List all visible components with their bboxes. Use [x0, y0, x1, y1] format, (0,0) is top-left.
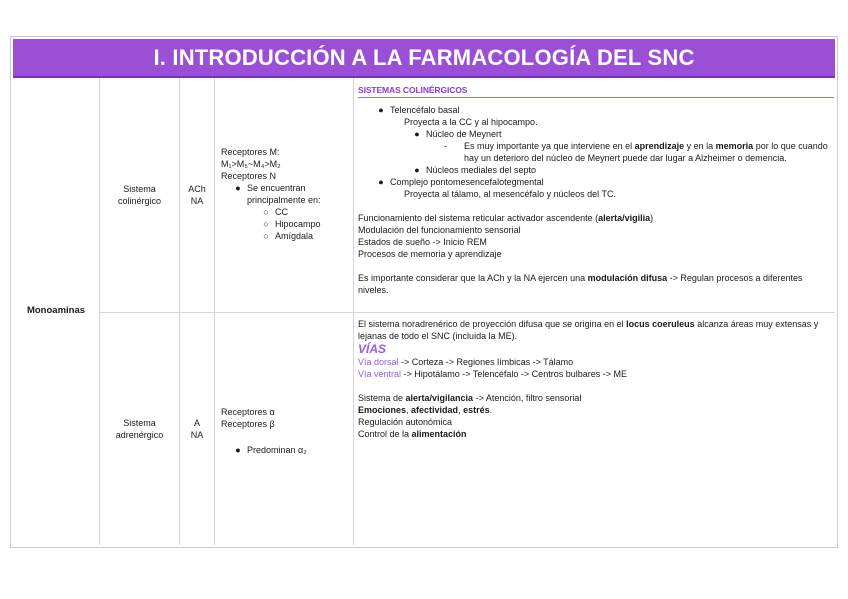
list-item: Núcleos mediales del septo: [426, 165, 537, 175]
system-name-line: Sistema: [123, 184, 156, 194]
pathway-label: Vía ventral: [358, 369, 402, 379]
circle-bullet-icon: ○: [263, 231, 269, 241]
pathway-line: Vía dorsal -> Corteza -> Regiones límbicas -> Tálamo: [358, 357, 574, 367]
function-line: Estados de sueño -> Inicio REM: [358, 237, 487, 247]
neurotransmitter: NA: [190, 196, 204, 206]
group-label: Monoaminas: [26, 305, 86, 316]
circle-bullet-icon: ●: [414, 165, 420, 175]
receptor-line: M₁>M₅~M₄>M₂: [221, 159, 281, 169]
function-line: Regulación autonómica: [358, 417, 453, 427]
receptors-cell: [221, 406, 351, 456]
note-paragraph: Es importante considerar que la ACh y la NA ejercen una modulación difusa -> Regulan procesos a diferentes niveles.: [358, 273, 803, 295]
list-item: Telencéfalo basal: [390, 105, 460, 115]
bullet-icon: ●: [235, 445, 241, 455]
location-item: Amígdala: [275, 231, 314, 241]
dash-icon: -: [444, 141, 447, 151]
system-name-line: Sistema: [123, 417, 156, 428]
list-item: Núcleo de Meynert: [426, 129, 502, 139]
pathway-label: Vía dorsal: [358, 357, 399, 367]
neurotransmitter: A: [193, 417, 200, 428]
bullet-icon: ●: [378, 177, 384, 187]
bullet-icon: ●: [235, 183, 241, 193]
neurotransmitter: ACh: [188, 184, 206, 194]
receptor-bullet-text: Se encuentran principalmente en:: [247, 183, 321, 205]
function-line: Modulación del funcionamiento sensorial: [358, 225, 521, 235]
neurotransmitter: NA: [190, 429, 204, 440]
receptor-bullet: [229, 182, 351, 206]
title-bar: [13, 39, 835, 78]
description-cell: [358, 84, 834, 296]
receptor-bullet-text: Predominan α₂: [247, 445, 307, 455]
location-item: Hipocampo: [275, 219, 321, 229]
receptors-cell: [221, 146, 351, 242]
anatomy-list: [358, 104, 834, 200]
circle-bullet-icon: ○: [263, 207, 269, 217]
pathway-line: Vía ventral -> Hipotálamo -> Telencéfalo -> Centros bulbares -> ME: [358, 369, 627, 379]
page-title: I. INTRODUCCIÓN A LA FARMACOLOGÍA DEL SNC: [153, 44, 695, 70]
content-table: [13, 78, 835, 545]
vias-heading: VÍAS: [358, 342, 387, 356]
bullet-icon: ●: [378, 105, 384, 115]
location-item: CC: [275, 207, 288, 217]
system-name-cell: [100, 313, 179, 544]
function-line: Funcionamiento del sistema reticular activador ascendente (alerta/vigilia): [358, 213, 654, 223]
function-line: Control de la alimentación: [358, 429, 467, 439]
location-list: [257, 206, 351, 242]
receptor-line: Receptores M:: [221, 147, 280, 157]
document-page: [10, 36, 838, 548]
description-cell: [358, 318, 834, 440]
receptor-bullet: [229, 444, 351, 456]
function-line: Emociones, afectividad, estrés.: [358, 405, 493, 415]
dash-item-text: Es muy importante ya que interviene en el aprendizaje y en la memoria por lo que cuando hay un deterioro del núcleo de Meynert puede dar lugar a Alzheimer o demencia.: [464, 141, 828, 163]
system-name-cell: [100, 78, 179, 312]
system-name-line: adrenérgico: [115, 429, 164, 440]
system-name-line: colinérgico: [117, 196, 162, 206]
receptor-line: Receptores β: [221, 419, 275, 429]
list-item: Complejo pontomesencefalotegmental: [390, 177, 544, 187]
neurotransmitter-cell: [180, 78, 214, 312]
list-item-text: Proyecta al tálamo, al mesencéfalo y núcleos del TC.: [404, 189, 616, 199]
circle-bullet-icon: ●: [414, 129, 420, 139]
list-item-text: Proyecta a la CC y al hipocampo.: [404, 117, 538, 127]
intro-paragraph: El sistema noradrenérico de proyección difusa que se origina en el locus coeruleus alcanza áreas muy extensas y lejanas de todo el SNC (incluida la ME).: [358, 319, 819, 341]
receptor-line: Receptores N: [221, 171, 277, 181]
function-line: Procesos de memoria y aprendizaje: [358, 249, 502, 259]
receptor-line: Receptores α: [221, 407, 275, 417]
neurotransmitter-cell: [180, 313, 214, 544]
function-line: Sistema de alerta/vigilancia -> Atención, filtro sensorial: [358, 393, 582, 403]
circle-bullet-icon: ○: [263, 219, 269, 229]
section-heading: SISTEMAS COLINÉRGICOS: [358, 84, 834, 98]
dash-item: [372, 140, 834, 164]
